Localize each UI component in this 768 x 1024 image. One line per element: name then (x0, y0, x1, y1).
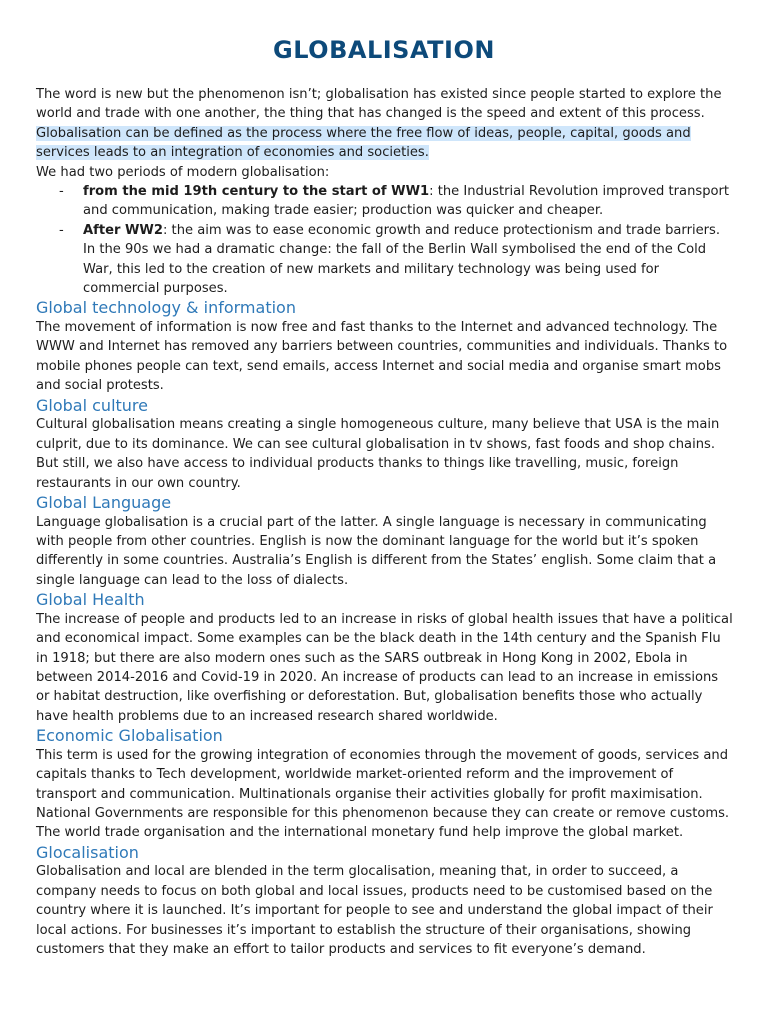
period-title: from the mid 19th century to the start of WW1 (83, 184, 430, 200)
section-heading-glocalisation: Glocalisation (36, 842, 139, 862)
intro-text: The word is new but the phenomenon isn’t; globalisation has existed since people started to explore the world and trade with one another, the thing that has changed is the speed and extent of this process. (36, 87, 722, 122)
list-bullet: - (59, 222, 64, 238)
section-heading-technology: Global technology & information (36, 298, 296, 318)
section-heading-health: Global Health (36, 590, 145, 610)
period-text: : the aim was to ease economic growth and reduce protectionism and trade barriers. In the 90s we had a dramatic change: the fall of the Berlin Wall symbolised the end of the Cold War, this led to the creation of new markets and military technology was being used for commercial purposes. (83, 222, 721, 297)
section-body-technology: The movement of information is now free and fast thanks to the Internet and advanced technology. The WWW and Internet has removed any barriers between countries, communities and individuals. Thanks to mobile phones people can text, send emails, access Internet and social media and organise smart mobs and social protests. (36, 320, 728, 394)
period-text: : the Industrial Revolution improved transport and communication, making trade easier; production was quicker and cheaper. (83, 184, 730, 219)
section-heading-economic: Economic Globalisation (36, 726, 223, 746)
intro-paragraph (36, 85, 734, 163)
section-body-culture: Cultural globalisation means creating a single homogeneous culture, many believe that USA is the main culprit, due to its dominance. We can see cultural globalisation in tv shows, fast foods and shop chains. But still, we also have access to individual products thanks to things like travelling, music, foreign restaurants in our own country. (36, 417, 720, 491)
periods-lead: We had two periods of modern globalisation: (36, 164, 330, 180)
section-body-glocalisation: Globalisation and local are blended in the term glocalisation, meaning that, in order to succeed, a company needs to focus on both global and local issues, products need to be customised based on the country where it is launched. It’s important for people to see and understand the global impact of their local actions. For businesses it’s important to establish the structure of their organisations, showing customers that they make an effort to tailor products and services to fit everyone’s demand. (36, 864, 713, 957)
period-title: After WW2 (83, 222, 163, 238)
section-body-language: Language globalisation is a crucial part of the latter. A single language is necessary in communicating with people from other countries. English is now the dominant language for the world but it’s spoken differently in some countries. Australia’s English is different from the States’ english. Some claim that a single language can lead to the loss of dialects. (36, 514, 717, 588)
section-body-health: The increase of people and products led to an increase in risks of global health issues that have a political and economical impact. Some examples can be the black death in the 14th century and the Spanish Flu in 1918; but there are also modern ones such as the SARS outbreak in Hong Kong in 2002, Ebola in between 2014-2016 and Covid-19 in 2020. An increase of products can lead to an increase in emissions or habitat destruction, like overfishing or deforestation. But, globalisation benefits those who actually have health problems due to an increased research shared worldwide. (36, 611, 733, 724)
list-item (36, 182, 734, 221)
section-heading-language: Global Language (36, 492, 172, 512)
page-title: GLOBALISATION (273, 36, 495, 64)
list-item (36, 221, 734, 299)
section-heading-culture: Global culture (36, 395, 148, 415)
section-body-economic: This term is used for the growing integration of economies through the movement of goods, services and capitals thanks to Tech development, worldwide market-oriented reform and the improvement of transport and communication. Multinationals organise their activities globally for profit maximisation. National Governments are responsible for this phenomenon because they can create or remove customs. The world trade organisation and the international monetary fund help improve the global market. (36, 747, 730, 841)
document-body (36, 85, 734, 959)
highlighted-definition[interactable]: Globalisation can be defined as the process where the free flow of ideas, people, capital, goods and services leads to an integration of economies and societies. (36, 125, 691, 161)
list-bullet: - (59, 184, 64, 200)
periods-list (36, 182, 734, 298)
